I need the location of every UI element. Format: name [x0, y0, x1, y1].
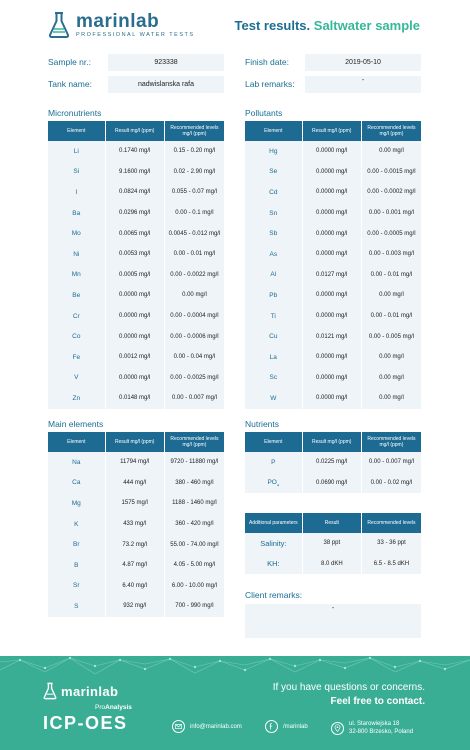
table-row	[48, 473, 224, 494]
table-row	[245, 388, 421, 409]
recommended-cell: 0.00 mg/l	[362, 141, 421, 162]
column-header: Recommended levels	[362, 513, 421, 533]
result-cell: 38 ppt	[303, 533, 361, 554]
micronutrients-table	[47, 121, 225, 409]
table-row	[48, 203, 224, 224]
element-cell: S	[48, 596, 105, 617]
footer-brand: marinlab	[61, 683, 119, 699]
result-cell: 0.0000 mg/l	[106, 306, 164, 327]
recommended-cell: 0.00 - 0.0025 mg/l	[165, 368, 224, 389]
recommended-cell: 0.02 - 2.90 mg/l	[165, 162, 224, 183]
flask-icon	[48, 11, 70, 39]
recommended-cell: 360 - 420 mg/l	[165, 514, 224, 535]
pollutants-table	[244, 121, 422, 409]
finish-date-label: Finish date:	[245, 57, 289, 67]
element-cell: Cu	[245, 326, 302, 347]
result-cell: 0.0000 mg/l	[303, 347, 361, 368]
sample-label: Sample nr.:	[48, 57, 91, 67]
result-cell: 0.0127 mg/l	[303, 265, 361, 286]
table-row	[245, 244, 421, 265]
main-elements-title: Main elements	[48, 419, 104, 429]
element-cell: KH:	[245, 554, 302, 575]
table-header-row	[245, 513, 421, 533]
element-cell: Salinity:	[245, 533, 302, 554]
table-row	[245, 306, 421, 327]
table-header-row	[48, 432, 224, 452]
report-title: Test results. Saltwater sample	[234, 18, 420, 33]
recommended-cell: 9720 - 11880 mg/l	[165, 452, 224, 473]
address-line-2: 32-800 Brzesko, Poland	[349, 729, 414, 735]
result-cell: 0.0053 mg/l	[106, 244, 164, 265]
result-cell: 0.0000 mg/l	[303, 368, 361, 389]
email-contact[interactable]	[172, 720, 242, 733]
recommended-cell: 0.00 - 0.007 mg/l	[362, 452, 421, 473]
brand-tagline: PROFESSIONAL WATER TESTS	[76, 32, 195, 38]
table-row	[48, 347, 224, 368]
result-cell: 0.0000 mg/l	[303, 141, 361, 162]
table-row	[48, 452, 224, 473]
column-header: Additional parameters	[245, 513, 302, 533]
facebook-icon	[265, 720, 278, 733]
table-row	[48, 555, 224, 576]
result-cell: 0.0000 mg/l	[303, 162, 361, 183]
element-cell: Cd	[245, 182, 302, 203]
result-cell: 0.0148 mg/l	[106, 388, 164, 409]
result-cell: 11794 mg/l	[106, 452, 164, 473]
element-cell: Si	[48, 162, 105, 183]
result-cell: 4.87 mg/l	[106, 555, 164, 576]
table-row	[48, 596, 224, 617]
column-header: Result	[303, 513, 361, 533]
recommended-cell: 1188 - 1460 mg/l	[165, 493, 224, 514]
result-cell: 0.0000 mg/l	[303, 244, 361, 265]
facebook-contact[interactable]	[265, 720, 308, 733]
result-cell: 0.0121 mg/l	[303, 326, 361, 347]
recommended-cell: 700 - 990 mg/l	[165, 596, 224, 617]
table-row	[245, 141, 421, 162]
element-cell: B	[48, 555, 105, 576]
table-row	[245, 162, 421, 183]
element-cell: Li	[48, 141, 105, 162]
result-cell: 0.0000 mg/l	[303, 388, 361, 409]
element-cell: Na	[48, 452, 105, 473]
email-icon	[172, 720, 185, 733]
micronutrients-title: Micronutrients	[48, 108, 102, 118]
table-row	[48, 534, 224, 555]
result-cell: 6.40 mg/l	[106, 576, 164, 597]
column-header: Recommended levels mg/l (ppm)	[362, 121, 421, 141]
table-row	[245, 203, 421, 224]
result-cell: 0.0000 mg/l	[303, 203, 361, 224]
recommended-cell: 380 - 460 mg/l	[165, 473, 224, 494]
result-cell: 0.0000 mg/l	[303, 285, 361, 306]
element-cell: Fe	[48, 347, 105, 368]
nutrients-title: Nutrients	[245, 419, 280, 429]
result-cell: 0.0000 mg/l	[106, 326, 164, 347]
result-cell: 9.1600 mg/l	[106, 162, 164, 183]
table-row	[48, 388, 224, 409]
tank-label: Tank name:	[48, 79, 92, 89]
table-row	[48, 162, 224, 183]
recommended-cell: 4.05 - 5.00 mg/l	[165, 555, 224, 576]
table-row	[48, 576, 224, 597]
client-remarks-value: -	[245, 604, 421, 638]
recommended-cell: 0.0045 - 0.012 mg/l	[165, 223, 224, 244]
table-row	[245, 533, 421, 554]
result-cell: 0.0296 mg/l	[106, 203, 164, 224]
element-cell: W	[245, 388, 302, 409]
table-row	[245, 554, 421, 575]
recommended-cell: 0.00 - 0.02 mg/l	[362, 473, 421, 494]
result-cell: 433 mg/l	[106, 514, 164, 535]
recommended-cell: 0.00 - 0.0005 mg/l	[362, 223, 421, 244]
table-row	[48, 223, 224, 244]
tank-value: nadwislanska rafa	[108, 76, 224, 93]
element-cell: Sb	[245, 223, 302, 244]
pro-analysis-label: ProAnalysis	[95, 704, 132, 711]
recommended-cell: 0.00 - 0.01 mg/l	[362, 265, 421, 286]
result-cell: 0.0000 mg/l	[303, 223, 361, 244]
column-header: Result mg/l (ppm)	[106, 432, 164, 452]
recommended-cell: 55.00 - 74.00 mg/l	[165, 534, 224, 555]
table-header-row	[245, 121, 421, 141]
table-row	[48, 514, 224, 535]
recommended-cell: 33 - 36 ppt	[362, 533, 421, 554]
element-cell: Ti	[245, 306, 302, 327]
element-cell: Mg	[48, 493, 105, 514]
recommended-cell: 0.00 - 0.0022 mg/l	[165, 265, 224, 286]
recommended-cell: 0.00 mg/l	[362, 368, 421, 389]
table-row	[245, 285, 421, 306]
column-header: Recommended levels mg/l (ppm)	[165, 121, 224, 141]
element-cell: I	[48, 182, 105, 203]
table-row	[48, 265, 224, 286]
element-cell: Be	[48, 285, 105, 306]
email-address[interactable]: info@marinlab.com	[190, 723, 242, 730]
result-cell: 1575 mg/l	[106, 493, 164, 514]
table-header-row	[245, 432, 421, 452]
recommended-cell: 0.00 - 0.0006 mg/l	[165, 326, 224, 347]
table-row	[245, 452, 421, 473]
table-row	[48, 493, 224, 514]
element-cell: Se	[245, 162, 302, 183]
recommended-cell: 0.15 - 0.20 mg/l	[165, 141, 224, 162]
address-contact	[331, 720, 413, 736]
column-header: Recommended levels mg/l (ppm)	[362, 432, 421, 452]
column-header: Result mg/l (ppm)	[303, 121, 361, 141]
recommended-cell: 0.00 - 0.01 mg/l	[362, 306, 421, 327]
element-cell: La	[245, 347, 302, 368]
table-row	[48, 182, 224, 203]
table-header-row	[48, 121, 224, 141]
recommended-cell: 0.00 mg/l	[362, 285, 421, 306]
table-row	[48, 285, 224, 306]
brand-name: marinlab	[76, 11, 160, 32]
pollutants-title: Pollutants	[245, 108, 283, 118]
element-cell: Br	[48, 534, 105, 555]
table-row	[48, 141, 224, 162]
column-header: Result mg/l (ppm)	[303, 432, 361, 452]
location-pin-icon	[331, 722, 344, 735]
recommended-cell: 0.00 - 0.01 mg/l	[165, 244, 224, 265]
result-cell: 0.0000 mg/l	[303, 306, 361, 327]
element-cell: Mn	[48, 265, 105, 286]
result-cell: 444 mg/l	[106, 473, 164, 494]
element-cell: Ni	[48, 244, 105, 265]
element-cell: Cr	[48, 306, 105, 327]
result-cell: 0.0000 mg/l	[106, 285, 164, 306]
recommended-cell: 0.00 mg/l	[362, 388, 421, 409]
icp-oes-label: ICP-OES	[43, 713, 128, 733]
column-header: Result mg/l (ppm)	[106, 121, 164, 141]
footer-logo	[43, 682, 118, 700]
finish-date-value: 2019-05-10	[305, 54, 421, 71]
recommended-cell: 6.00 - 10.00 mg/l	[165, 576, 224, 597]
element-cell: Al	[245, 265, 302, 286]
recommended-cell: 0.00 - 0.005 mg/l	[362, 326, 421, 347]
table-row	[245, 326, 421, 347]
column-header: Element	[48, 121, 105, 141]
table-row	[48, 306, 224, 327]
column-header: Recommended levels mg/l (ppm)	[165, 432, 224, 452]
contact-text: Feel free to contact.	[330, 696, 425, 707]
questions-text: If you have questions or concerns.	[272, 682, 425, 693]
result-cell: 73.2 mg/l	[106, 534, 164, 555]
result-cell: 0.0012 mg/l	[106, 347, 164, 368]
result-cell: 0.1740 mg/l	[106, 141, 164, 162]
nutrients-table	[244, 432, 422, 493]
element-cell: Zn	[48, 388, 105, 409]
element-cell: Sn	[245, 203, 302, 224]
result-cell: 0.0065 mg/l	[106, 223, 164, 244]
result-cell: 0.0000 mg/l	[303, 182, 361, 203]
recommended-cell: 0.055 - 0.07 mg/l	[165, 182, 224, 203]
result-cell: 932 mg/l	[106, 596, 164, 617]
element-cell: Pb	[245, 285, 302, 306]
table-row	[245, 347, 421, 368]
address-line-1: ul. Starowiejska 18	[349, 721, 400, 727]
element-cell: $PO_4$	[245, 473, 302, 494]
result-cell: 0.0824 mg/l	[106, 182, 164, 203]
recommended-cell: 6.5 - 8.5 dKH	[362, 554, 421, 575]
result-cell: 0.0225 mg/l	[303, 452, 361, 473]
column-header: Element	[48, 432, 105, 452]
header	[0, 0, 470, 50]
result-cell: 8.0 dKH	[303, 554, 361, 575]
additional-parameters-table	[244, 513, 422, 574]
network-pattern-decoration	[0, 656, 470, 676]
table-row	[245, 368, 421, 389]
main-elements-table	[47, 432, 225, 617]
lab-remarks-label: Lab remarks:	[245, 79, 295, 89]
table-row	[48, 368, 224, 389]
recommended-cell: 0.00 - 0.003 mg/l	[362, 244, 421, 265]
element-cell: K	[48, 514, 105, 535]
sample-value: 923338	[108, 54, 224, 71]
element-cell: Sc	[245, 368, 302, 389]
element-cell: Sr	[48, 576, 105, 597]
table-row	[245, 223, 421, 244]
recommended-cell: 0.00 - 0.0015 mg/l	[362, 162, 421, 183]
facebook-handle[interactable]: /marinlab	[283, 723, 308, 730]
element-cell: As	[245, 244, 302, 265]
recommended-cell: 0.00 - 0.0002 mg/l	[362, 182, 421, 203]
element-cell: Ba	[48, 203, 105, 224]
table-row	[245, 473, 421, 494]
table-row	[48, 326, 224, 347]
recommended-cell: 0.00 mg/l	[362, 347, 421, 368]
recommended-cell: 0.00 - 0.0004 mg/l	[165, 306, 224, 327]
table-row	[245, 182, 421, 203]
recommended-cell: 0.00 - 0.001 mg/l	[362, 203, 421, 224]
lab-remarks-value: -	[305, 76, 421, 93]
recommended-cell: 0.00 - 0.04 mg/l	[165, 347, 224, 368]
result-cell: 0.0005 mg/l	[106, 265, 164, 286]
table-row	[245, 265, 421, 286]
footer-flask-icon	[43, 682, 57, 700]
result-cell: 0.0690 mg/l	[303, 473, 361, 494]
column-header: Element	[245, 121, 302, 141]
element-cell: Hg	[245, 141, 302, 162]
element-cell: P	[245, 452, 302, 473]
element-cell: V	[48, 368, 105, 389]
recommended-cell: 0.00 mg/l	[165, 285, 224, 306]
result-cell: 0.0000 mg/l	[106, 368, 164, 389]
marinlab-logo	[48, 11, 195, 39]
recommended-cell: 0.00 - 0.007 mg/l	[165, 388, 224, 409]
column-header: Element	[245, 432, 302, 452]
element-cell: Ca	[48, 473, 105, 494]
client-remarks-title: Client remarks:	[245, 590, 303, 600]
table-row	[48, 244, 224, 265]
element-cell: Co	[48, 326, 105, 347]
recommended-cell: 0.00 - 0.1 mg/l	[165, 203, 224, 224]
element-cell: Mo	[48, 223, 105, 244]
